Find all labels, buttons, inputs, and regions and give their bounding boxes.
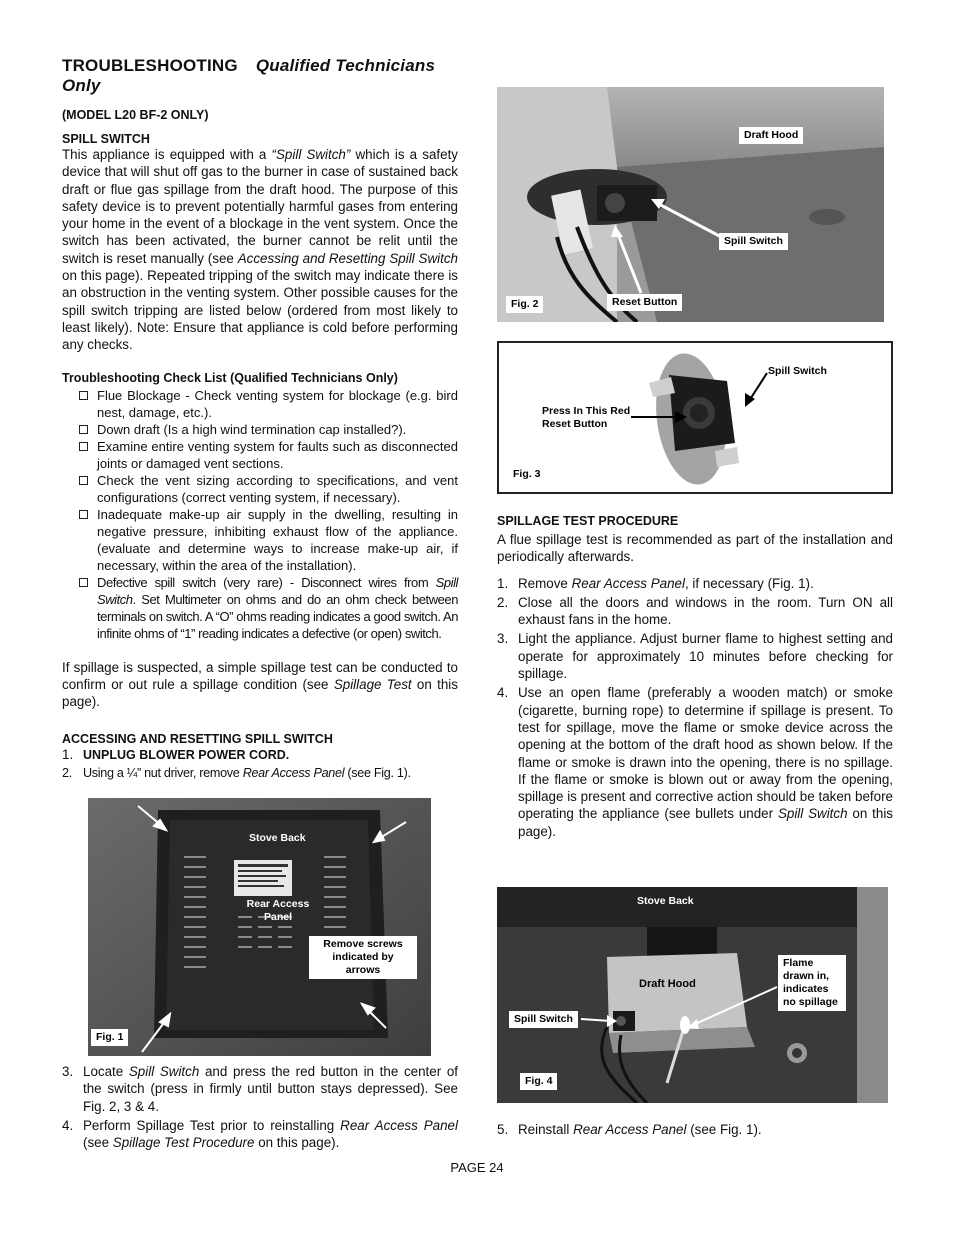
checklist — [62, 387, 458, 642]
fig3-box — [497, 341, 893, 494]
test-step-3: 3. Light the appliance. Adjust burner flame to highest setting and operate for approximately 10 minutes before checking for spillage. — [497, 631, 893, 682]
test-step-5: 5. Reinstall Rear Access Panel (see Fig. 1). — [497, 1122, 762, 1137]
spillage-test-steps — [497, 575, 893, 840]
fig1-label: Fig. 1 — [91, 1029, 128, 1046]
fig1-stove-back-label: Stove Back — [249, 832, 306, 844]
fig2-reset-button-label: Reset Button — [607, 294, 682, 311]
fig1-photo — [88, 798, 431, 1056]
test-step-4: 4. Use an open flame (preferably a wooden match) or smoke (cigarette, burning rope) to determine if spillage is present. To test for spillage, move the flame or smoke device across the opening at the bottom of the draft hood as shown below. If the flame or smoke is drawn into the opening, there is no spillage. If the flame or smoke is blown out or away from the opening, spillage is present and corrective action should be taken before operating the appliance (see bullets under Spill Switch on this page). — [497, 685, 893, 839]
fig2-label: Fig. 2 — [506, 296, 543, 313]
spill-switch-heading: SPILL SWITCH — [62, 132, 150, 146]
checklist-item: Examine entire venting system for faults such as disconnected joints or damaged vent sections. — [62, 438, 458, 472]
accessing-steps-b — [62, 1063, 458, 1151]
fig3-spill-switch-label: Spill Switch — [768, 365, 827, 377]
checklist-heading: Troubleshooting Check List (Qualified Technicians Only) — [62, 370, 398, 385]
checkbox-icon — [79, 391, 88, 400]
fig4-draft-hood-label: Draft Hood — [639, 978, 696, 990]
page-title — [62, 56, 458, 96]
accessing-heading: ACCESSING AND RESETTING SPILL SWITCH — [62, 732, 333, 747]
checkbox-icon — [79, 510, 88, 519]
checkbox-icon — [79, 425, 88, 434]
fig2-draft-hood-label: Draft Hood — [739, 127, 803, 144]
left-column — [62, 56, 458, 782]
checklist-item: Down draft (Is a high wind termination cap installed?). — [62, 421, 458, 438]
fig4-label: Fig. 4 — [520, 1073, 557, 1090]
test-step-1: 1. Remove Rear Access Panel, if necessary (Fig. 1). — [497, 575, 814, 591]
page-number: PAGE 24 — [450, 1160, 504, 1175]
step-4: 4. Perform Spillage Test prior to reinstalling Rear Access Panel (see Spillage Test Procedure on this page). — [62, 1117, 458, 1151]
step-1: 1. UNPLUG BLOWER POWER CORD. — [62, 747, 290, 763]
fig1-rear-access-label: Rear Access Panel — [246, 898, 310, 923]
checkbox-icon — [79, 442, 88, 451]
step-2: 2. Using a ¼” nut driver, remove Rear Access Panel (see Fig. 1). — [62, 765, 411, 780]
title-main: TROUBLESHOOTING — [62, 56, 238, 75]
fig2-spill-switch-label: Spill Switch — [719, 233, 788, 250]
test-step-5-wrap — [497, 1121, 893, 1138]
spillage-suspected-paragraph: If spillage is suspected, a simple spillage test can be conducted to confirm or out rule a spillage condition (see Spillage Test on this page). — [62, 659, 458, 710]
fig3-label: Fig. 3 — [513, 468, 541, 480]
fig4-photo — [497, 887, 888, 1103]
checkbox-icon — [79, 578, 88, 587]
spill-switch-paragraph: This appliance is equipped with a “Spill Switch” which is a safety device that will shut off gas to the burner in case of sustained back draft or flue gas spillage from the draft hood. The purpose of this safety device is to prevent potentially harmful gases from entering your home in the event of a blockage in the vent system. Once the switch has been activated, the burner cannot be relit until the switch is reset manually (see Accessing and Resetting Spill Switch on this page). Repeated tripping of the switch may indicate there is an obstruction in the venting system. Other possible causes for the spill switch tripping are listed below (ordered from most likely to least likely). Note: Ensure that appliance is cold before performing any checks. — [62, 147, 458, 353]
checklist-item: Flue Blockage - Check venting system for blockage (e.g. bird nest, damage, etc.). — [62, 387, 458, 421]
title-subtitle: Qualified Technicians Only — [62, 56, 436, 95]
fig4-flame-label: Flame drawn in, indicates no spillage — [778, 955, 846, 1011]
model-note: (MODEL L20 BF-2 ONLY) — [62, 108, 209, 122]
fig4-spill-switch-label: Spill Switch — [509, 1011, 578, 1028]
fig4-stove-back-label: Stove Back — [637, 895, 694, 907]
checklist-item: Defective spill switch (very rare) - Disconnect wires from Spill Switch. Set Multimeter on ohms and do an ohm check between terminals on switch. A “O” ohms reading indicates a good switch. An infinite ohms of “1” reading indicates a defective (or open) switch. — [62, 574, 458, 642]
checklist-item: Check the vent sizing according to specifications, and vent configurations (correct venting system, if necessary). — [62, 472, 458, 506]
fig3-press-in-label: Press In This Red Reset Button — [542, 405, 631, 430]
spillage-test-heading: SPILLAGE TEST PROCEDURE — [497, 514, 679, 528]
right-column-text — [497, 514, 893, 840]
fig2-photo — [497, 87, 884, 322]
test-step-2: 2. Close all the doors and windows in the room. Turn ON all exhaust fans in the home. — [497, 594, 893, 628]
draft-hood-illustration — [497, 87, 884, 322]
checklist-item: Inadequate make-up air supply in the dwelling, resulting in negative pressure, inhibiting exhaust flow of the appliance. (evaluate and determine ways to increase make-up air, if necessary, within the area of the installation). — [62, 506, 458, 574]
step-3: 3. Locate Spill Switch and press the red button in the center of the switch (press in firmly until button stays depressed). See Fig. 2, 3 & 4. — [62, 1064, 458, 1114]
fig1-remove-screws-label: Remove screws indicated by arrows — [309, 936, 417, 979]
accessing-steps-a — [62, 746, 458, 782]
checkbox-icon — [79, 476, 88, 485]
spillage-test-intro: A flue spillage test is recommended as part of the installation and periodically afterwards. — [497, 532, 893, 565]
